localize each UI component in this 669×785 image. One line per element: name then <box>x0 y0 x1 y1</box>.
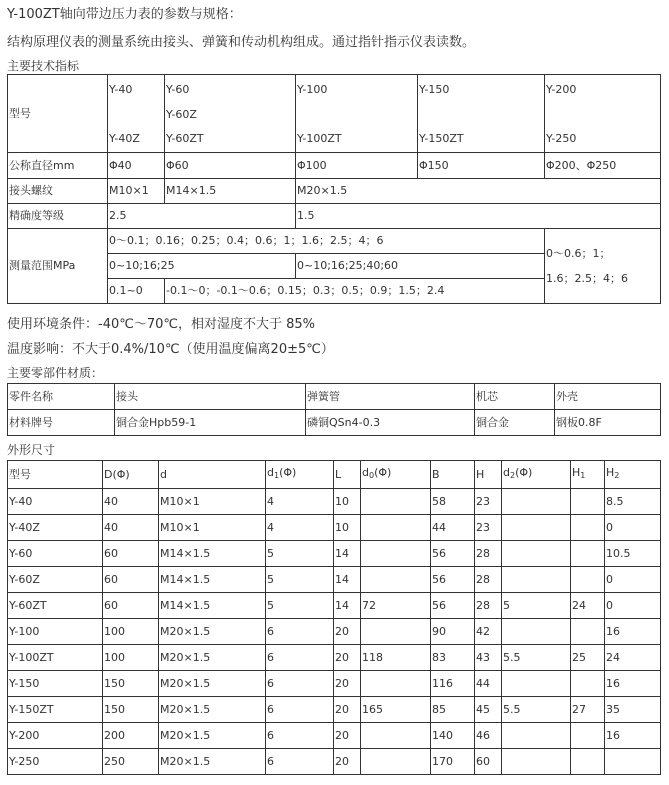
diameter-cell: Φ40 <box>108 153 165 179</box>
dims-cell: 170 <box>431 749 475 775</box>
dims-cell: 23 <box>475 515 502 541</box>
dims-header-cell: d <box>159 461 266 489</box>
dims-cell: 165 <box>361 697 431 723</box>
spec-table <box>7 74 661 304</box>
dims-cell: 46 <box>475 723 502 749</box>
materials-row <box>8 410 661 436</box>
diameter-cell: Φ200、Φ250 <box>545 153 661 179</box>
dims-cell: M14×1.5 <box>159 593 266 619</box>
diameter-cell: Φ100 <box>296 153 418 179</box>
dims-cell: 10 <box>334 489 361 515</box>
dims-cell: M10×1 <box>159 489 266 515</box>
dims-cell <box>571 567 605 593</box>
table-row <box>8 541 661 567</box>
materials-header-row <box>8 384 661 410</box>
diameter-cell: Φ60 <box>165 153 296 179</box>
dims-cell <box>361 489 431 515</box>
dims-cell: 8.5 <box>605 489 661 515</box>
dims-cell <box>571 515 605 541</box>
dims-cell: Y-200 <box>8 723 103 749</box>
materials-header-cell: 外壳 <box>555 384 661 410</box>
dims-cell: Y-60 <box>8 541 103 567</box>
page-title: Y-100ZT轴向带边压力表的参数与规格： <box>7 7 242 22</box>
diameter-label: 公称直径mm <box>8 153 108 179</box>
dims-header-cell: $H_1$ <box>571 461 605 489</box>
dims-cell: 43 <box>475 645 502 671</box>
dims-cell <box>361 619 431 645</box>
dims-cell: 60 <box>103 567 159 593</box>
dims-cell: Y-40Z <box>8 515 103 541</box>
spec-row-thread <box>8 179 661 204</box>
materials-heading: 主要零部件材质： <box>7 366 104 380</box>
dims-cell: 16 <box>605 723 661 749</box>
dims-cell: 150 <box>103 697 159 723</box>
spec-row-model <box>8 75 661 153</box>
dims-cell: 14 <box>334 567 361 593</box>
materials-cell: 钢板0.8F <box>555 410 661 436</box>
dims-cell <box>605 749 661 775</box>
dims-header-cell: $d_2(\Phi)$ <box>502 461 571 489</box>
model-cell: Y-40 Y-40Z <box>108 75 165 153</box>
dims-cell <box>502 567 571 593</box>
dims-cell <box>361 567 431 593</box>
dims-cell <box>502 541 571 567</box>
dims-cell: 44 <box>475 671 502 697</box>
dims-heading: 外形尺寸 <box>7 443 56 457</box>
dims-cell: Y-100ZT <box>8 645 103 671</box>
dims-header-cell: L <box>334 461 361 489</box>
dims-cell: 45 <box>475 697 502 723</box>
dims-cell: M14×1.5 <box>159 541 266 567</box>
dims-cell: 5 <box>266 541 334 567</box>
dims-cell: 40 <box>103 515 159 541</box>
dims-header-cell: $d_0(\Phi)$ <box>361 461 431 489</box>
range-cell: 0.1~0 <box>108 279 165 304</box>
materials-cell: 磷铜QSn4-0.3 <box>306 410 475 436</box>
range-cell: 0～0.1；0.16；0.25；0.4；0.6；1；1.6；2.5；4；6 <box>108 229 545 254</box>
dims-cell: 14 <box>334 541 361 567</box>
dims-cell: 23 <box>475 489 502 515</box>
dims-cell: 27 <box>571 697 605 723</box>
dims-cell <box>502 619 571 645</box>
dims-header-cell: D(Φ) <box>103 461 159 489</box>
env-conditions: 使用环境条件：-40℃～70℃，相对湿度不大于 85% <box>7 317 316 332</box>
materials-cell: 铜合金Hpb59-1 <box>115 410 306 436</box>
dims-cell: 10 <box>334 515 361 541</box>
dims-cell <box>571 541 605 567</box>
dims-cell: 20 <box>334 697 361 723</box>
dims-cell: 5 <box>502 593 571 619</box>
dims-cell: 0 <box>605 593 661 619</box>
dims-cell: 83 <box>431 645 475 671</box>
table-row <box>8 645 661 671</box>
dims-cell: 56 <box>431 541 475 567</box>
dims-cell: 0 <box>605 567 661 593</box>
dims-cell: M10×1 <box>159 515 266 541</box>
dims-cell <box>502 671 571 697</box>
spec-row-diameter <box>8 153 661 179</box>
range-cell: 0~10;16;25 <box>108 254 296 279</box>
dims-cell: 42 <box>475 619 502 645</box>
dims-header-cell: $d_1(\Phi)$ <box>266 461 334 489</box>
dims-cell <box>502 515 571 541</box>
dims-cell: 5 <box>266 593 334 619</box>
dims-cell <box>571 723 605 749</box>
dims-cell: M20×1.5 <box>159 671 266 697</box>
temp-effect: 温度影响：不大于0.4%/10℃（使用温度偏离20±5℃） <box>7 342 334 357</box>
dims-cell: 40 <box>103 489 159 515</box>
dims-cell: 16 <box>605 671 661 697</box>
dims-cell: 6 <box>266 645 334 671</box>
spec-heading: 主要技术指标 <box>7 59 80 73</box>
dims-cell: 6 <box>266 697 334 723</box>
dims-cell <box>361 671 431 697</box>
dims-cell: 250 <box>103 749 159 775</box>
dims-cell: 60 <box>103 541 159 567</box>
range-cell: -0.1～0；-0.1～0.6；0.15；0.3；0.5；0.9；1.5；2.4 <box>165 279 545 304</box>
dims-cell <box>502 749 571 775</box>
dims-cell: M20×1.5 <box>159 619 266 645</box>
dims-cell: 20 <box>334 619 361 645</box>
dims-cell: 4 <box>266 515 334 541</box>
dims-cell: 6 <box>266 671 334 697</box>
thread-cell: M20×1.5 <box>296 179 661 204</box>
dims-cell: 44 <box>431 515 475 541</box>
dims-cell: 28 <box>475 567 502 593</box>
dims-cell: 4 <box>266 489 334 515</box>
dims-cell <box>571 489 605 515</box>
dims-cell <box>361 723 431 749</box>
dims-cell: Y-100 <box>8 619 103 645</box>
dims-header-cell: B <box>431 461 475 489</box>
dims-cell: 118 <box>361 645 431 671</box>
dims-cell: Y-60ZT <box>8 593 103 619</box>
dims-cell: 35 <box>605 697 661 723</box>
dims-cell: M20×1.5 <box>159 645 266 671</box>
thread-label: 接头螺纹 <box>8 179 108 204</box>
intro-text: 结构原理仪表的测量系统由接头、弹簧和传动机构组成。通过指针指示仪表读数。 <box>7 35 476 50</box>
dims-cell: 60 <box>103 593 159 619</box>
dims-cell: 90 <box>431 619 475 645</box>
accuracy-label: 精确度等级 <box>8 204 108 229</box>
dims-cell: 56 <box>431 567 475 593</box>
model-label: 型号 <box>8 75 108 153</box>
accuracy-cell: 1.5 <box>296 204 661 229</box>
dims-cell: 5.5 <box>502 697 571 723</box>
dims-cell: 5 <box>266 567 334 593</box>
dims-cell: 6 <box>266 749 334 775</box>
dims-header-cell: 型号 <box>8 461 103 489</box>
table-row <box>8 489 661 515</box>
table-row <box>8 593 661 619</box>
dims-cell <box>502 723 571 749</box>
dims-cell: 140 <box>431 723 475 749</box>
dims-cell: 28 <box>475 541 502 567</box>
range-cell: 0~10;16;25;40;60 <box>296 254 545 279</box>
dims-cell: M20×1.5 <box>159 697 266 723</box>
range-cell-right: 0～0.6；1； 1.6；2.5；4；6 <box>545 229 661 304</box>
model-cell: Y-60 Y-60Z Y-60ZT <box>165 75 296 153</box>
dims-cell <box>361 515 431 541</box>
materials-cell: 材料牌号 <box>8 410 115 436</box>
table-row <box>8 515 661 541</box>
thread-cell: M14×1.5 <box>165 179 296 204</box>
dims-cell: 85 <box>431 697 475 723</box>
dims-cell: 200 <box>103 723 159 749</box>
dims-cell: 20 <box>334 671 361 697</box>
thread-cell: M10×1 <box>108 179 165 204</box>
dims-cell: Y-60Z <box>8 567 103 593</box>
model-cell: Y-150 Y-150ZT <box>418 75 545 153</box>
materials-header-cell: 机芯 <box>475 384 555 410</box>
table-row <box>8 697 661 723</box>
dims-cell: 0 <box>605 515 661 541</box>
diameter-cell: Φ150 <box>418 153 545 179</box>
dims-table <box>7 460 661 775</box>
dims-cell: 100 <box>103 645 159 671</box>
dims-cell <box>361 749 431 775</box>
table-row <box>8 749 661 775</box>
table-row <box>8 619 661 645</box>
materials-header-cell: 弹簧管 <box>306 384 475 410</box>
dims-cell: 5.5 <box>502 645 571 671</box>
dims-cell: Y-250 <box>8 749 103 775</box>
table-row <box>8 723 661 749</box>
dims-cell: 150 <box>103 671 159 697</box>
model-cell: Y-200 Y-250 <box>545 75 661 153</box>
dims-header-cell: $H_2$ <box>605 461 661 489</box>
dims-cell: 20 <box>334 645 361 671</box>
table-row <box>8 567 661 593</box>
dims-cell: 20 <box>334 749 361 775</box>
spec-row-accuracy <box>8 204 661 229</box>
dims-cell: 14 <box>334 593 361 619</box>
dims-header-row <box>8 461 661 489</box>
spec-row-range-1 <box>8 229 661 254</box>
dims-cell <box>502 489 571 515</box>
materials-header-cell: 接头 <box>115 384 306 410</box>
dims-cell: Y-150 <box>8 671 103 697</box>
dims-cell: 25 <box>571 645 605 671</box>
dims-cell: 10.5 <box>605 541 661 567</box>
dims-cell: 28 <box>475 593 502 619</box>
dims-cell: Y-150ZT <box>8 697 103 723</box>
dims-cell: 20 <box>334 723 361 749</box>
dims-cell: M14×1.5 <box>159 567 266 593</box>
dims-cell <box>361 541 431 567</box>
range-label: 测量范围MPa <box>8 229 108 304</box>
dims-cell: M20×1.5 <box>159 723 266 749</box>
dims-cell: 60 <box>475 749 502 775</box>
dims-cell: 116 <box>431 671 475 697</box>
model-cell: Y-100 Y-100ZT <box>296 75 418 153</box>
table-row <box>8 671 661 697</box>
dims-cell: 100 <box>103 619 159 645</box>
dims-cell: 16 <box>605 619 661 645</box>
materials-header-cell: 零件名称 <box>8 384 115 410</box>
dims-cell: 72 <box>361 593 431 619</box>
dims-cell <box>571 619 605 645</box>
dims-header-cell: H <box>475 461 502 489</box>
dims-cell: 56 <box>431 593 475 619</box>
dims-cell: 58 <box>431 489 475 515</box>
dims-cell: 6 <box>266 619 334 645</box>
dims-cell <box>571 671 605 697</box>
dims-cell: 6 <box>266 723 334 749</box>
dims-cell <box>571 749 605 775</box>
materials-cell: 铜合金 <box>475 410 555 436</box>
dims-cell: 24 <box>605 645 661 671</box>
materials-table <box>7 383 661 436</box>
dims-cell: M20×1.5 <box>159 749 266 775</box>
dims-cell: Y-40 <box>8 489 103 515</box>
dims-cell: 24 <box>571 593 605 619</box>
accuracy-cell: 2.5 <box>108 204 296 229</box>
